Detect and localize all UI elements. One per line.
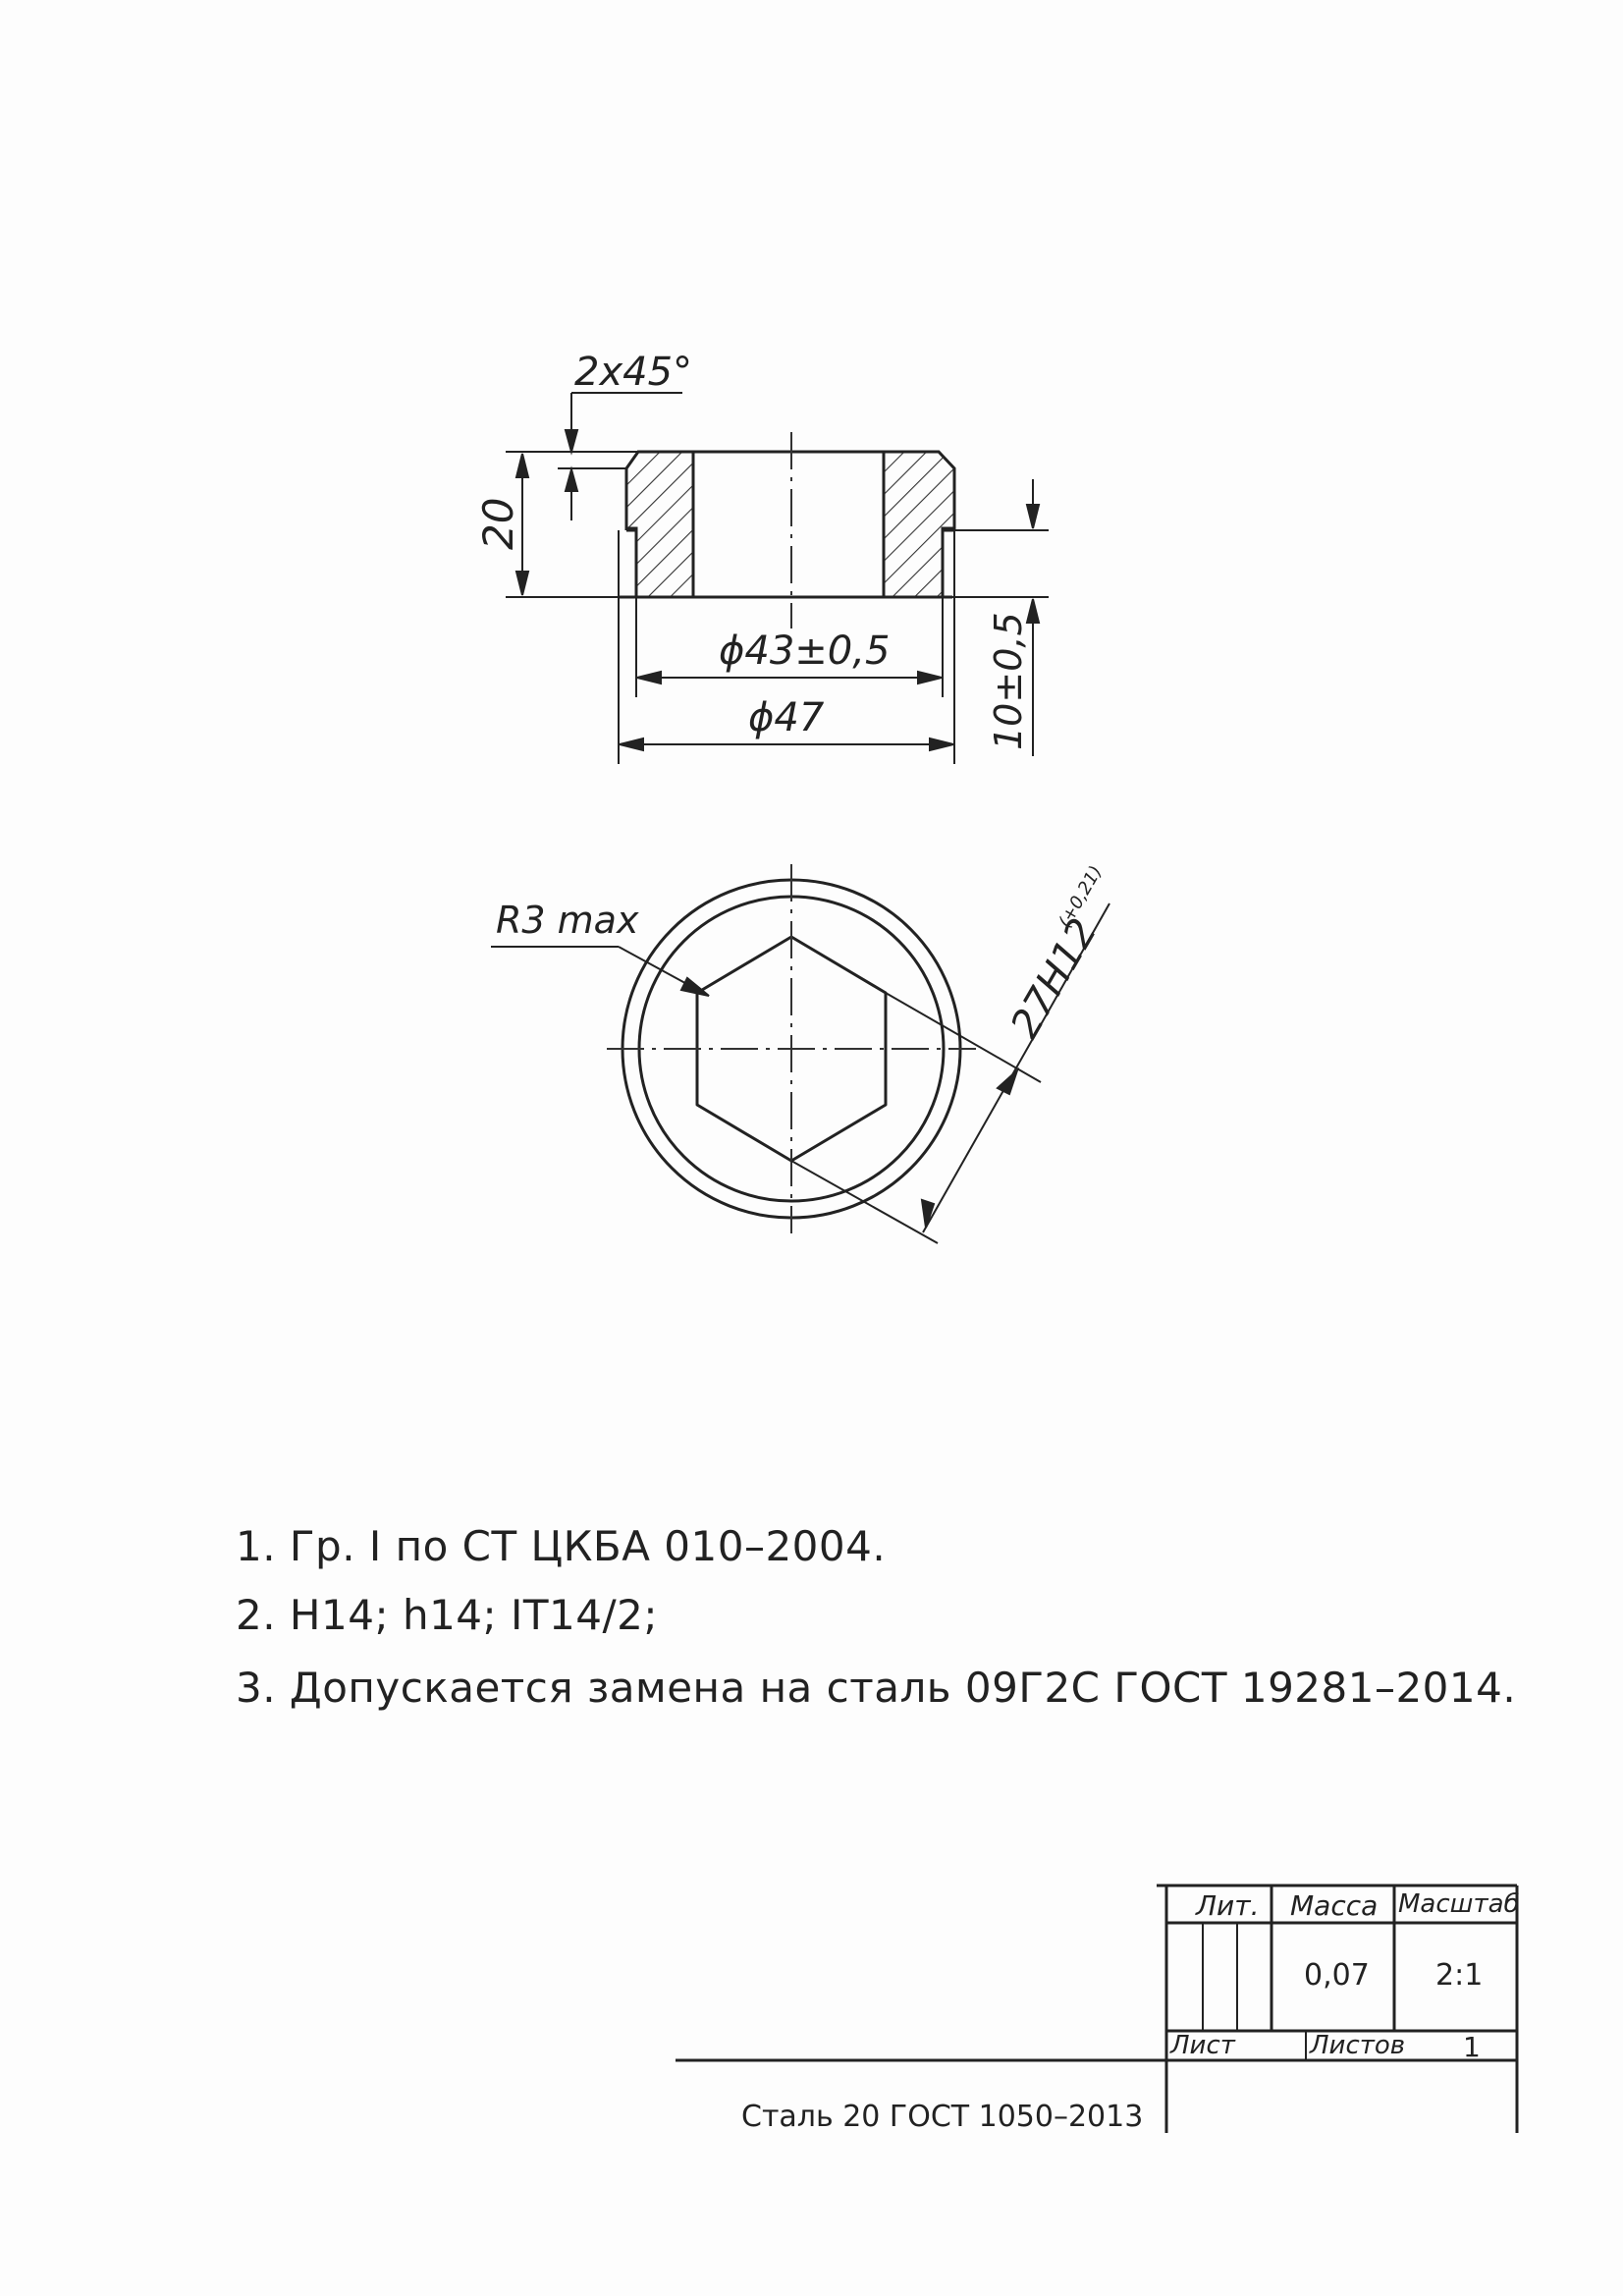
note-2: 2. H14; h14; IT14/2; bbox=[236, 1591, 659, 1639]
dim-outer-diameter-label: ϕ47 bbox=[748, 695, 825, 740]
sheet-label: Лист bbox=[1170, 2031, 1235, 2060]
scale-value: 2:1 bbox=[1435, 1958, 1484, 1993]
dim-chamfer-label: 2x45° bbox=[574, 350, 693, 395]
note-3: 3. Допускается замена на сталь 09Г2С ГОСТ 19281–2014. bbox=[236, 1664, 1517, 1712]
section-wall-right bbox=[884, 452, 954, 597]
dim-inner-diameter-label: ϕ43±0,5 bbox=[719, 629, 891, 674]
scale-label: Масштаб bbox=[1398, 1889, 1520, 1919]
dim-radius-leader bbox=[491, 947, 709, 996]
note-1: 1. Гр. I по СТ ЦКБА 010–2004. bbox=[236, 1522, 887, 1570]
mass-value: 0,07 bbox=[1304, 1958, 1370, 1993]
dim-radius-label: R3 max bbox=[496, 899, 639, 942]
top-view bbox=[607, 864, 976, 1233]
mass-label: Масса bbox=[1290, 1889, 1379, 1922]
sheets-value: 1 bbox=[1463, 2031, 1481, 2063]
dim-hex-tolerance-label: (+0,21) bbox=[1055, 862, 1107, 932]
section-wall-left bbox=[626, 452, 693, 597]
dim-height-label: 20 bbox=[474, 497, 522, 550]
lit-label: Лит. bbox=[1196, 1889, 1260, 1922]
title-block-grid bbox=[676, 1886, 1517, 2133]
dim-hex-size-label: 27H12 bbox=[1001, 910, 1107, 1046]
dim-step-height-label: 10±0,5 bbox=[987, 612, 1030, 750]
sheets-label: Листов bbox=[1310, 2031, 1406, 2060]
material-designation: Сталь 20 ГОСТ 1050–2013 bbox=[741, 2100, 1144, 2134]
